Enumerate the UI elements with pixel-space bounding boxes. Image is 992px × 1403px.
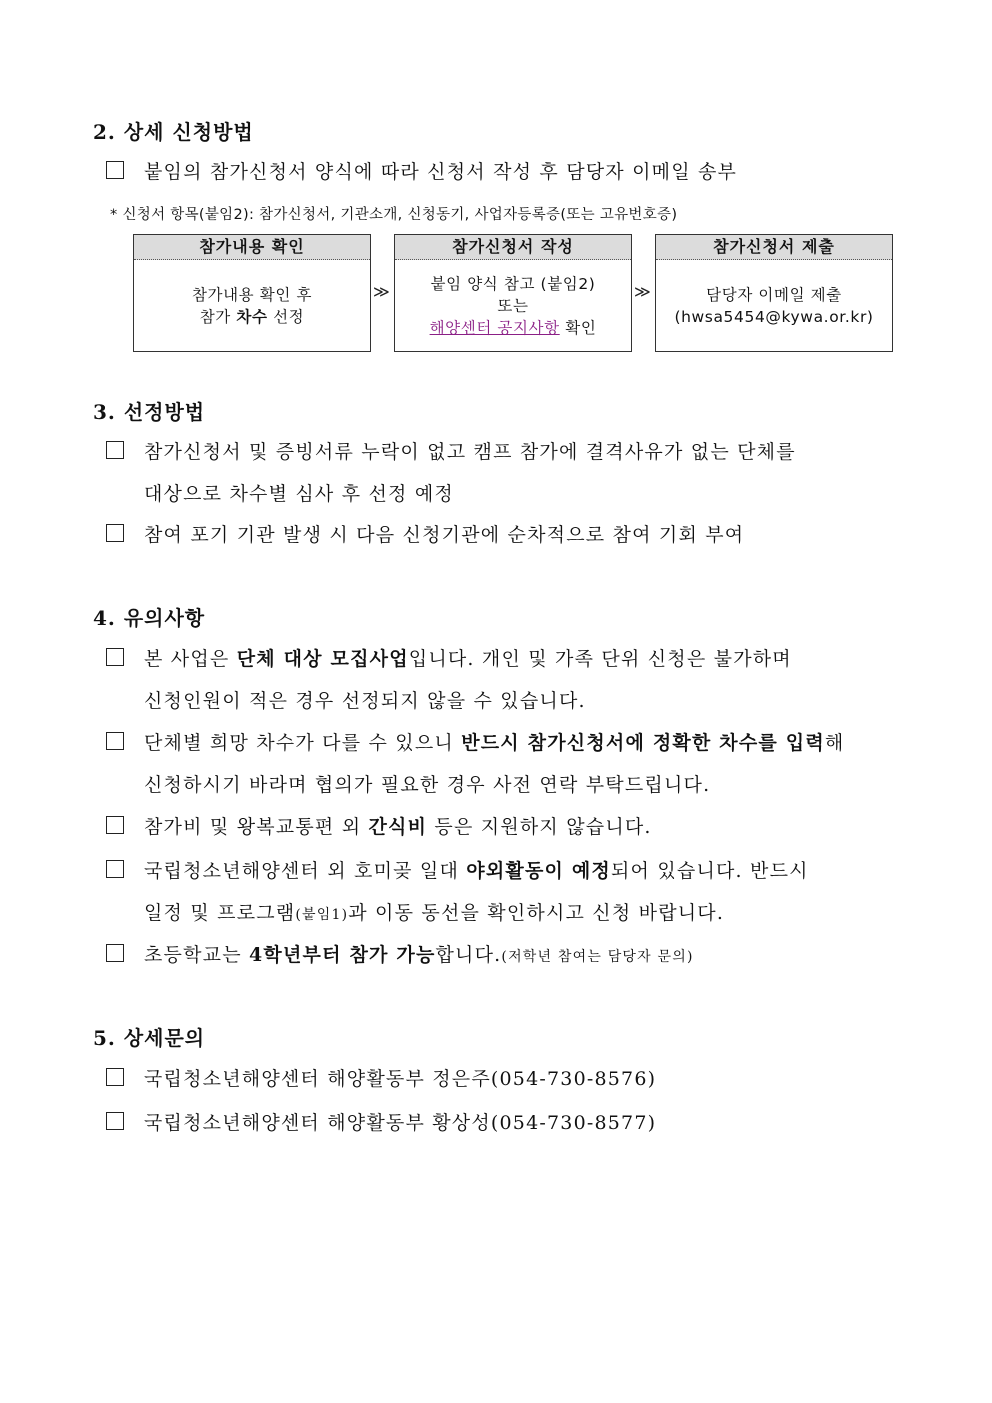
checkbox-icon <box>106 860 124 878</box>
checkbox-icon <box>106 1112 124 1130</box>
list-item-continuation: 신청하시기 바라며 협의가 필요한 경우 사전 연락 부탁드립니다. <box>144 774 711 796</box>
list-item-continuation: 신청인원이 적은 경우 선정되지 않을 수 있습니다. <box>144 690 586 712</box>
list-item: 참가신청서 및 증빙서류 누락이 없고 캠프 참가에 결격사유가 없는 단체를 <box>106 437 898 464</box>
checkbox-icon <box>106 524 124 542</box>
checkbox-icon <box>106 441 124 459</box>
list-item: 붙임의 참가신청서 양식에 따라 신청서 작성 후 담당자 이메일 송부 <box>106 157 898 184</box>
list-item: 본 사업은 단체 대상 모집사업입니다. 개인 및 가족 단위 신청은 불가하며 <box>106 644 898 671</box>
contact-item: 국립청소년해양센터 해양활동부 정은주(054-730-8576) <box>106 1064 898 1091</box>
checkbox-icon <box>106 816 124 834</box>
process-box-3: 참가신청서 제출 담당자 이메일 제출 (hwsa5454@kywa.or.kr) <box>655 234 893 352</box>
checkbox-icon <box>106 161 124 179</box>
list-item: 참가비 및 왕복교통편 외 간식비 등은 지원하지 않습니다. <box>106 812 898 839</box>
email-address: (hwsa5454@kywa.or.kr) <box>674 307 874 326</box>
checkbox-icon <box>106 648 124 666</box>
list-item-continuation: 대상으로 차수별 심사 후 선정 예정 <box>144 483 454 505</box>
process-box-title: 참가내용 확인 <box>134 235 370 260</box>
process-box-1: 참가내용 확인 참가내용 확인 후 참가 차수 선정 <box>133 234 371 352</box>
section-3-heading: 3. 선정방법 <box>93 400 206 424</box>
arrow-icon: ≫ <box>373 282 390 301</box>
section-5-heading: 5. 상세문의 <box>93 1026 206 1050</box>
checkbox-icon <box>106 944 124 962</box>
contact-item: 국립청소년해양센터 해양활동부 황상성(054-730-8577) <box>106 1108 898 1135</box>
checkbox-icon <box>106 1068 124 1086</box>
process-box-title: 참가신청서 작성 <box>395 235 631 260</box>
list-item-continuation: 일정 및 프로그램(붙임1)과 이동 동선을 확인하시고 신청 바랍니다. <box>144 902 725 924</box>
process-box-title: 참가신청서 제출 <box>656 235 892 260</box>
arrow-icon: ≫ <box>634 282 651 301</box>
process-box-2: 참가신청서 작성 붙임 양식 참고 (붙임2) 또는 해양센터 공지사항 확인 <box>394 234 632 352</box>
notice-link[interactable]: 해양센터 공지사항 <box>429 318 560 337</box>
list-item: 초등학교는 4학년부터 참가 가능합니다.(저학년 참여는 담당자 문의) <box>106 940 898 967</box>
note-text: * 신청서 항목(붙임2): 참가신청서, 기관소개, 신청동기, 사업자등록증(또는 고유번호증) <box>110 207 678 223</box>
list-item: 국립청소년해양센터 외 호미곶 일대 야외활동이 예정되어 있습니다. 반드시 <box>106 856 898 883</box>
section-2-heading: 2. 상세 신청방법 <box>93 120 254 144</box>
list-item: 단체별 희망 차수가 다를 수 있으니 반드시 참가신청서에 정확한 차수를 입력해 <box>106 728 898 755</box>
list-item: 참여 포기 기관 발생 시 다음 신청기관에 순차적으로 참여 기회 부여 <box>106 520 898 547</box>
section-4-heading: 4. 유의사항 <box>93 606 206 630</box>
checkbox-icon <box>106 732 124 750</box>
